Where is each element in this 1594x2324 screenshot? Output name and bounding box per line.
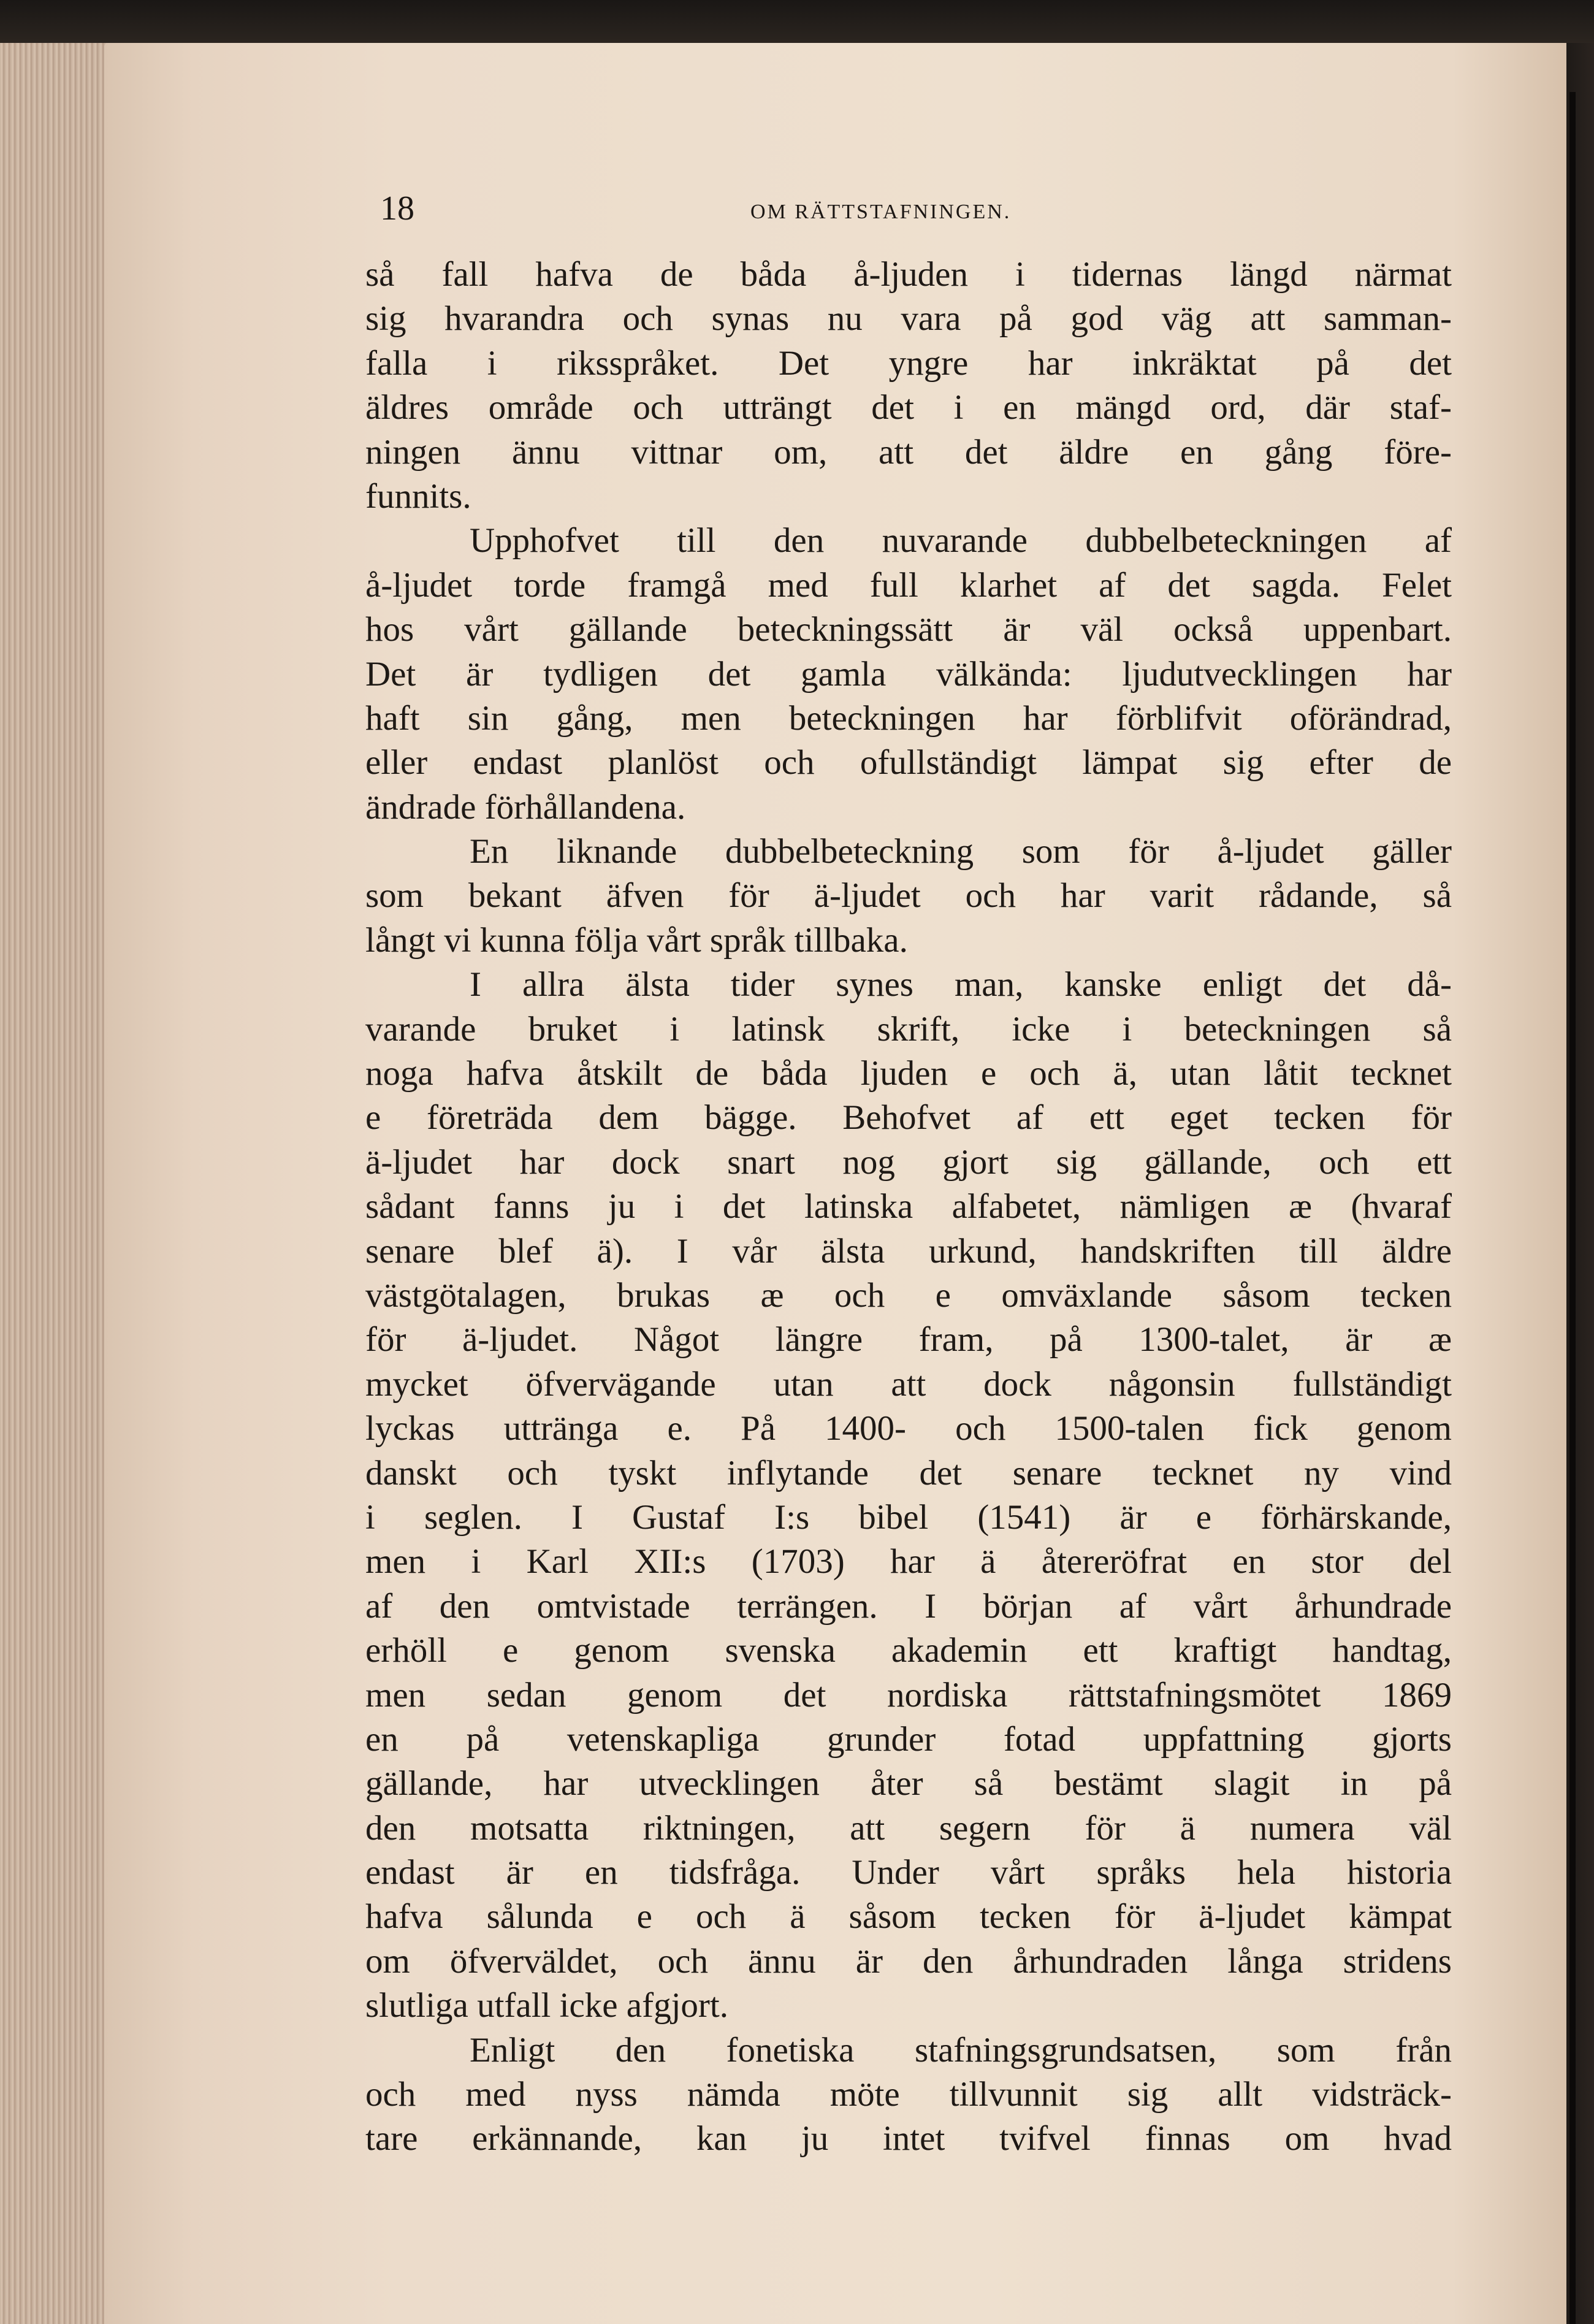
text-line: hafva sålunda e och ä såsom tecken för ä-ljudet kämpat [365, 1897, 1452, 1936]
text-line: En liknande dubbelbeteckning som för å-ljudet gäller [470, 832, 1452, 871]
text-line: men i Karl XII:s (1703) har ä återeröfrat en stor del [365, 1542, 1452, 1581]
text-line: ändrade förhållandena. [365, 787, 686, 827]
dark-gutter-bar [1569, 92, 1576, 2324]
text-line: e företräda dem bägge. Behofvet af ett eget tecken för [365, 1098, 1452, 1137]
text-line: Enligt den fonetiska stafningsgrundsatsen, som från [470, 2030, 1452, 2070]
text-line: västgötalagen, brukas æ och e omväxlande såsom tecken [365, 1275, 1452, 1315]
text-line: varande bruket i latinsk skrift, icke i beteckningen så [365, 1009, 1452, 1049]
text-line: falla i riksspråket. Det yngre har inkräktat på det [365, 343, 1452, 383]
text-line: långt vi kunna följa vårt språk tillbaka. [365, 920, 908, 960]
text-line: men sedan genom det nordiska rättstafningsmötet 1869 [365, 1675, 1452, 1714]
page-number: 18 [380, 189, 414, 227]
text-line: noga hafva åtskilt de båda ljuden e och ä, utan låtit tecknet [365, 1054, 1452, 1093]
text-line: gällande, har utvecklingen åter så bestämt slagit in på [365, 1764, 1452, 1803]
text-line: Det är tydligen det gamla välkända: ljudutvecklingen har [365, 654, 1452, 694]
text-line: en på vetenskapliga grunder fotad uppfattning gjorts [365, 1719, 1452, 1759]
text-line: funnits. [365, 476, 471, 516]
text-line: ä-ljudet har dock snart nog gjort sig gällande, och ett [365, 1142, 1452, 1182]
text-line: endast är en tidsfråga. Under vårt språks hela historia [365, 1853, 1452, 1892]
text-line: och med nyss nämda möte tillvunnit sig allt vidsträck- [365, 2075, 1452, 2114]
text-line: tare erkännande, kan ju intet tvifvel finnas om hvad [365, 2119, 1452, 2158]
running-head: OM RÄTTSTAFNINGEN. [750, 201, 1012, 223]
text-line: slutliga utfall icke afgjort. [365, 1986, 728, 2025]
text-line: ningen ännu vittnar om, att det äldre en gång före- [365, 432, 1452, 472]
page-header [380, 184, 1471, 233]
text-line: I allra älsta tider synes man, kanske enligt det då- [470, 965, 1452, 1004]
text-line: äldres område och utträngt det i en mängd ord, där staf- [365, 388, 1452, 427]
text-line: om öfverväldet, och ännu är den århundraden långa stridens [365, 1941, 1452, 1981]
text-line: som bekant äfven för ä-ljudet och har varit rådande, så [365, 876, 1452, 915]
text-line: den motsatta riktningen, att segern för ä numera väl [365, 1808, 1452, 1848]
text-line: å-ljudet torde framgå med full klarhet af det sagda. Felet [365, 565, 1452, 605]
text-line: sig hvarandra och synas nu vara på god väg att samman- [365, 299, 1452, 338]
text-line: så fall hafva de båda å-ljuden i tidernas längd närmat [365, 255, 1452, 294]
text-line: för ä-ljudet. Något längre fram, på 1300-talet, är æ [365, 1320, 1452, 1359]
text-line: i seglen. I Gustaf I:s bibel (1541) är e förhärskande, [365, 1497, 1452, 1537]
text-line: danskt och tyskt inflytande det senare tecknet ny vind [365, 1453, 1452, 1493]
body-text [365, 253, 1452, 2162]
text-line: hos vårt gällande beteckningssätt är väl också uppenbart. [365, 610, 1452, 649]
text-line: senare blef ä). I vår älsta urkund, handskriften till äldre [365, 1231, 1452, 1271]
text-line: sådant fanns ju i det latinska alfabetet, nämligen æ (hvaraf [365, 1187, 1452, 1226]
text-line: erhöll e genom svenska akademin ett kraftigt handtag, [365, 1631, 1452, 1670]
text-line: af den omtvistade terrängen. I början af vårt århundrade [365, 1586, 1452, 1626]
text-line: mycket öfvervägande utan att dock någonsin fullständigt [365, 1364, 1452, 1404]
text-line: lyckas uttränga e. På 1400- och 1500-talen fick genom [365, 1409, 1452, 1448]
text-line: eller endast planlöst och ofullständigt lämpat sig efter de [365, 743, 1452, 782]
text-line: Upphofvet till den nuvarande dubbelbeteckningen af [470, 521, 1452, 560]
text-line: haft sin gång, men beteckningen har förblifvit oförändrad, [365, 698, 1452, 738]
